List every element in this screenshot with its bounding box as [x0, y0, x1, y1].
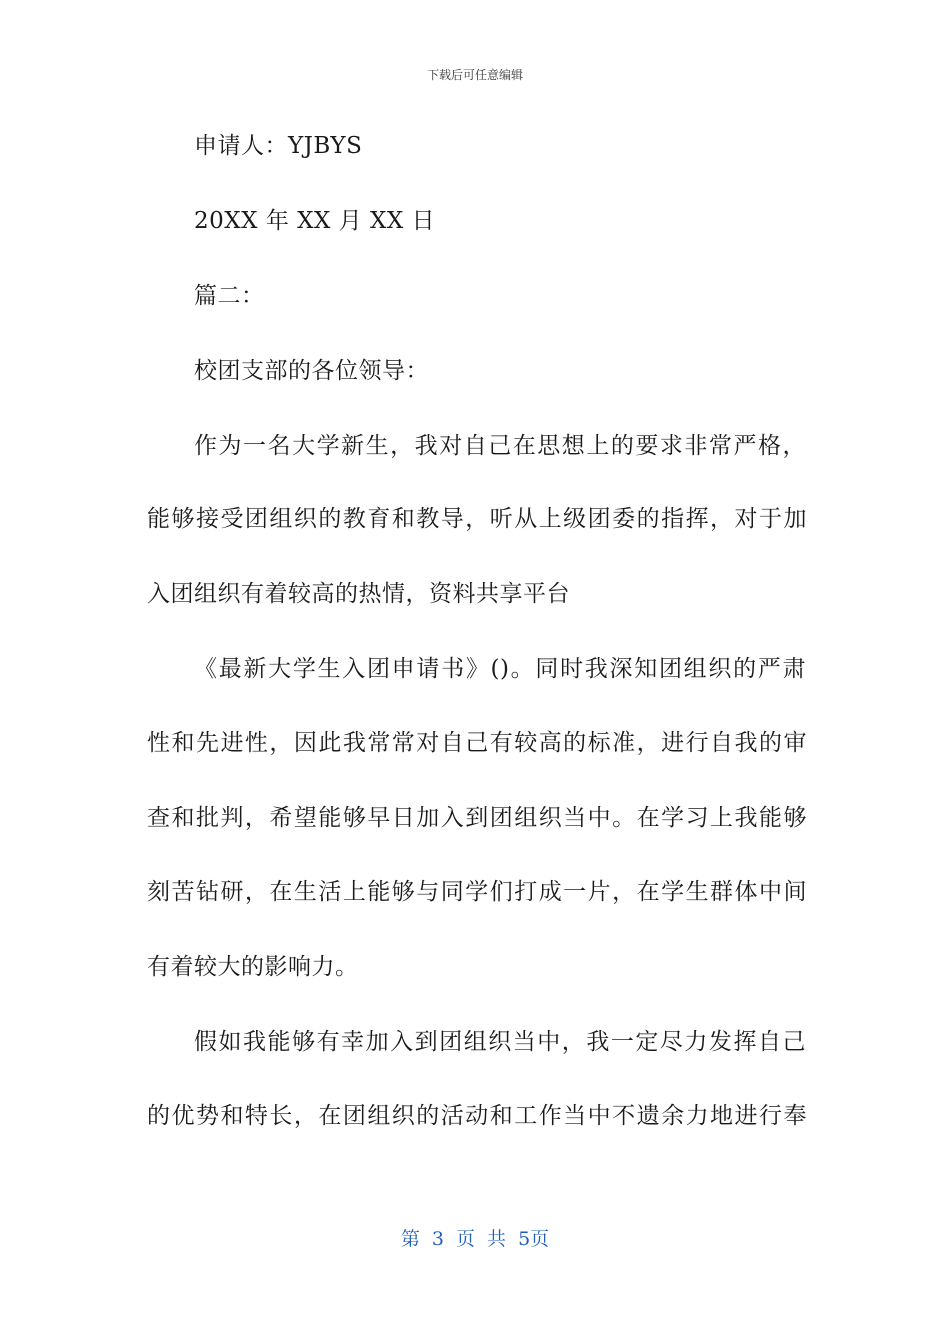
page-number-footer: 第 3 页 共 5页	[400, 1228, 550, 1250]
salutation-line: 校团支部的各位领导：	[194, 358, 429, 384]
paragraph-line: 《最新大学生入团申请书》()。同时我深知团组织的严肃	[194, 656, 806, 682]
date-line: 20XX 年 XX 月 XX 日	[194, 208, 436, 234]
page-header: 下载后可任意编辑	[426, 68, 523, 82]
paragraph-line: 入团组织有着较高的热情，资料共享平台	[147, 581, 570, 607]
paragraph-line: 性和先进性，因此我常常对自己有较高的标准，进行自我的审	[147, 730, 807, 756]
paragraph-line: 作为一名大学新生，我对自己在思想上的要求非常严格，	[194, 433, 806, 459]
paragraph-line: 查和批判，希望能够早日加入到团组织当中。在学习上我能够	[147, 805, 807, 831]
paragraph-line: 刻苦钻研，在生活上能够与同学们打成一片，在学生群体中间	[147, 879, 807, 905]
applicant-line: 申请人：YJBYS	[194, 133, 363, 159]
paragraph-line: 的优势和特长，在团组织的活动和工作当中不遗余力地进行奉	[147, 1103, 807, 1129]
section-heading: 篇二：	[194, 283, 265, 309]
paragraph-line: 假如我能够有幸加入到团组织当中，我一定尽力发挥自己	[194, 1029, 806, 1055]
paragraph-line: 有着较大的影响力。	[147, 954, 359, 980]
paragraph-line: 能够接受团组织的教育和教导，听从上级团委的指挥，对于加	[147, 506, 807, 532]
